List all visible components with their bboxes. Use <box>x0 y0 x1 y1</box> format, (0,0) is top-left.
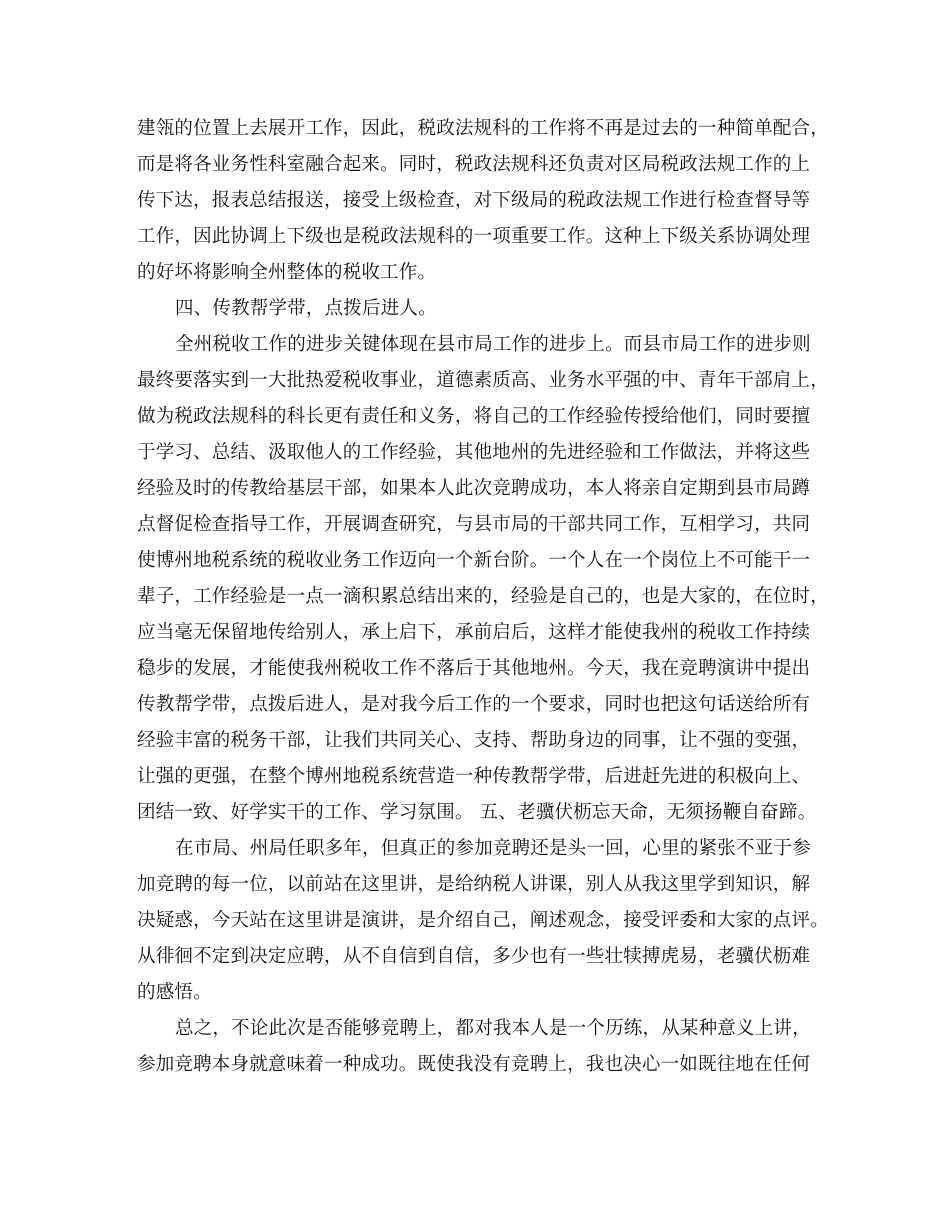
text-line: 稳步的发展，才能使我州税收工作不落后于其他地州。今天，我在竞聘演讲中提出 <box>137 658 811 679</box>
text-line: 加竞聘的每一位，以前站在这里讲，是给纳税人讲课，别人从我这里学到知识，解 <box>137 874 811 895</box>
text-line: 参加竞聘本身就意味着一种成功。既使我没有竞聘上，我也决心一如既往地在任何 <box>137 1054 811 1075</box>
text-line: 传下达，报表总结报送，接受上级检查，对下级局的税政法规工作进行检查督导等 <box>137 190 811 211</box>
text-line: 建瓴的位置上去展开工作，因此，税政法规科的工作将不再是过去的一种简单配合， <box>137 118 829 139</box>
text-line: 经验丰富的税务干部，让我们共同关心、支持、帮助身边的同事，让不强的变强， <box>137 730 811 751</box>
text-line: 而是将各业务性科室融合起来。同时，税政法规科还负责对区局税政法规工作的上 <box>137 154 811 175</box>
section-heading: 四、传教帮学带，点拨后进人。 <box>175 298 437 319</box>
paragraph-start-line: 总之，不论此次是否能够竞聘上，都对我本人是一个历练，从某种意义上讲， <box>175 1018 811 1039</box>
text-line: 最终要落实到一大批热爱税收事业，道德素质高、业务水平强的中、青年干部肩上， <box>137 370 829 391</box>
paragraph-start-line: 全州税收工作的进步关键体现在县市局工作的进步上。而县市局工作的进步则 <box>175 334 811 355</box>
text-line: 的感悟。 <box>137 982 212 1003</box>
text-line: 从徘徊不定到决定应聘，从不自信到自信，多少也有一些壮犊搏虎易，老骥伏枥难 <box>137 946 811 967</box>
paragraph-start-line: 在市局、州局任职多年，但真正的参加竞聘还是头一回，心里的紧张不亚于参 <box>175 838 811 859</box>
text-line: 让强的更强，在整个博州地税系统营造一种传教帮学带，后进赶先进的积极向上、 <box>137 766 811 787</box>
text-line: 点督促检查指导工作，开展调查研究，与县市局的干部共同工作，互相学习，共同 <box>137 514 811 535</box>
text-line: 团结一致、好学实干的工作、学习氛围。 五、老骥伏枥忘天命，无须扬鞭自奋蹄。 <box>137 802 817 823</box>
text-line: 传教帮学带，点拨后进人，是对我今后工作的一个要求，同时也把这句话送给所有 <box>137 694 811 715</box>
text-line: 应当毫无保留地传给别人，承上启下，承前启后，这样才能使我州的税收工作持续 <box>137 622 811 643</box>
text-line: 于学习、总结、汲取他人的工作经验，其他地州的先进经验和工作做法，并将这些 <box>137 442 811 463</box>
text-line: 决疑惑，今天站在这里讲是演讲，是介绍自己，阐述观念，接受评委和大家的点评。 <box>137 910 829 931</box>
text-line: 辈子，工作经验是一点一滴积累总结出来的，经验是自己的，也是大家的，在位时， <box>137 586 829 607</box>
text-line: 工作，因此协调上下级也是税政法规科的一项重要工作。这种上下级关系协调处理 <box>137 226 811 247</box>
text-line: 经验及时的传教给基层干部，如果本人此次竞聘成功，本人将亲自定期到县市局蹲 <box>137 478 811 499</box>
text-line: 使博州地税系统的税收业务工作迈向一个新台阶。一个人在一个岗位上不可能干一 <box>137 550 811 571</box>
text-line: 做为税政法规科的科长更有责任和义务，将自己的工作经验传授给他们，同时要擅 <box>137 406 811 427</box>
text-line: 的好坏将影响全州整体的税收工作。 <box>137 262 437 283</box>
